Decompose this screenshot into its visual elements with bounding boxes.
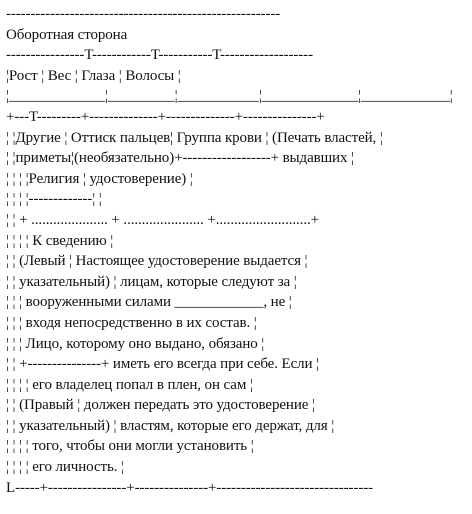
text-line: ¦ ¦приметы¦(необязательно)+------------------+ выдавших ¦	[6, 150, 354, 167]
text-line: ¦ ¦ ¦ ¦-------------¦ ¦	[6, 191, 102, 208]
text-line: ¦ ¦ ¦ Лицо, которому оно выдано, обязано ¦	[6, 335, 265, 352]
document-back-side	[6, 4, 468, 498]
text-line: ¦ ¦Другие ¦ Оттиск пальцев¦ Группа крови ¦ (Печать властей, ¦	[6, 129, 383, 146]
text-line: ¦ ¦ ¦ входя непосредственно в их состав. ¦	[6, 314, 257, 331]
table-divider: +---T---------+--------------+--------------+---------------+	[6, 108, 325, 125]
text-line: ¦ ¦ ¦ вооруженными силами ____________, не ¦	[6, 294, 292, 311]
text-line: ¦ ¦ + ..................... + ...................... +..........................+	[6, 211, 319, 228]
text-line: ¦ ¦ +---------------+ иметь его всегда при себе. Если ¦	[6, 356, 320, 373]
table-value-row: ¦_____________¦_________¦___________¦_____________¦____________¦	[6, 88, 453, 105]
text-line: ¦ ¦ ¦ ¦ его владелец попал в плен, он сам ¦	[6, 376, 253, 393]
text-line: ¦ ¦ ¦ ¦Религия ¦ удостоверение) ¦	[6, 170, 193, 187]
text-line: ¦ ¦ указательный) ¦ властям, которые его держат, для ¦	[6, 417, 335, 434]
text-line: ¦ ¦ ¦ ¦ К сведению ¦	[6, 232, 114, 249]
text-line: ¦ ¦ (Правый ¦ должен передать это удостоверение ¦	[6, 397, 315, 414]
text-line: ¦ ¦ (Левый ¦ Настоящее удостоверение выдается ¦	[6, 253, 308, 270]
text-line: ¦ ¦ указательный) ¦ лицам, которые следуют за ¦	[6, 273, 297, 290]
table-top-border: ----------------T------------T-----------T-------------------	[6, 47, 313, 64]
top-rule: --------------------------------------------------------	[6, 6, 281, 22]
table-bottom-border: L-----+----------------+---------------+--------------------------------	[6, 479, 374, 496]
table-header-row: ¦Рост ¦ Вес ¦ Глаза ¦ Волосы ¦	[6, 67, 181, 84]
text-line: ¦ ¦ ¦ ¦ того, чтобы они могли установить ¦	[6, 438, 254, 455]
section-title: Оборотная сторона	[6, 26, 128, 43]
text-line: ¦ ¦ ¦ ¦ его личность. ¦	[6, 459, 124, 476]
